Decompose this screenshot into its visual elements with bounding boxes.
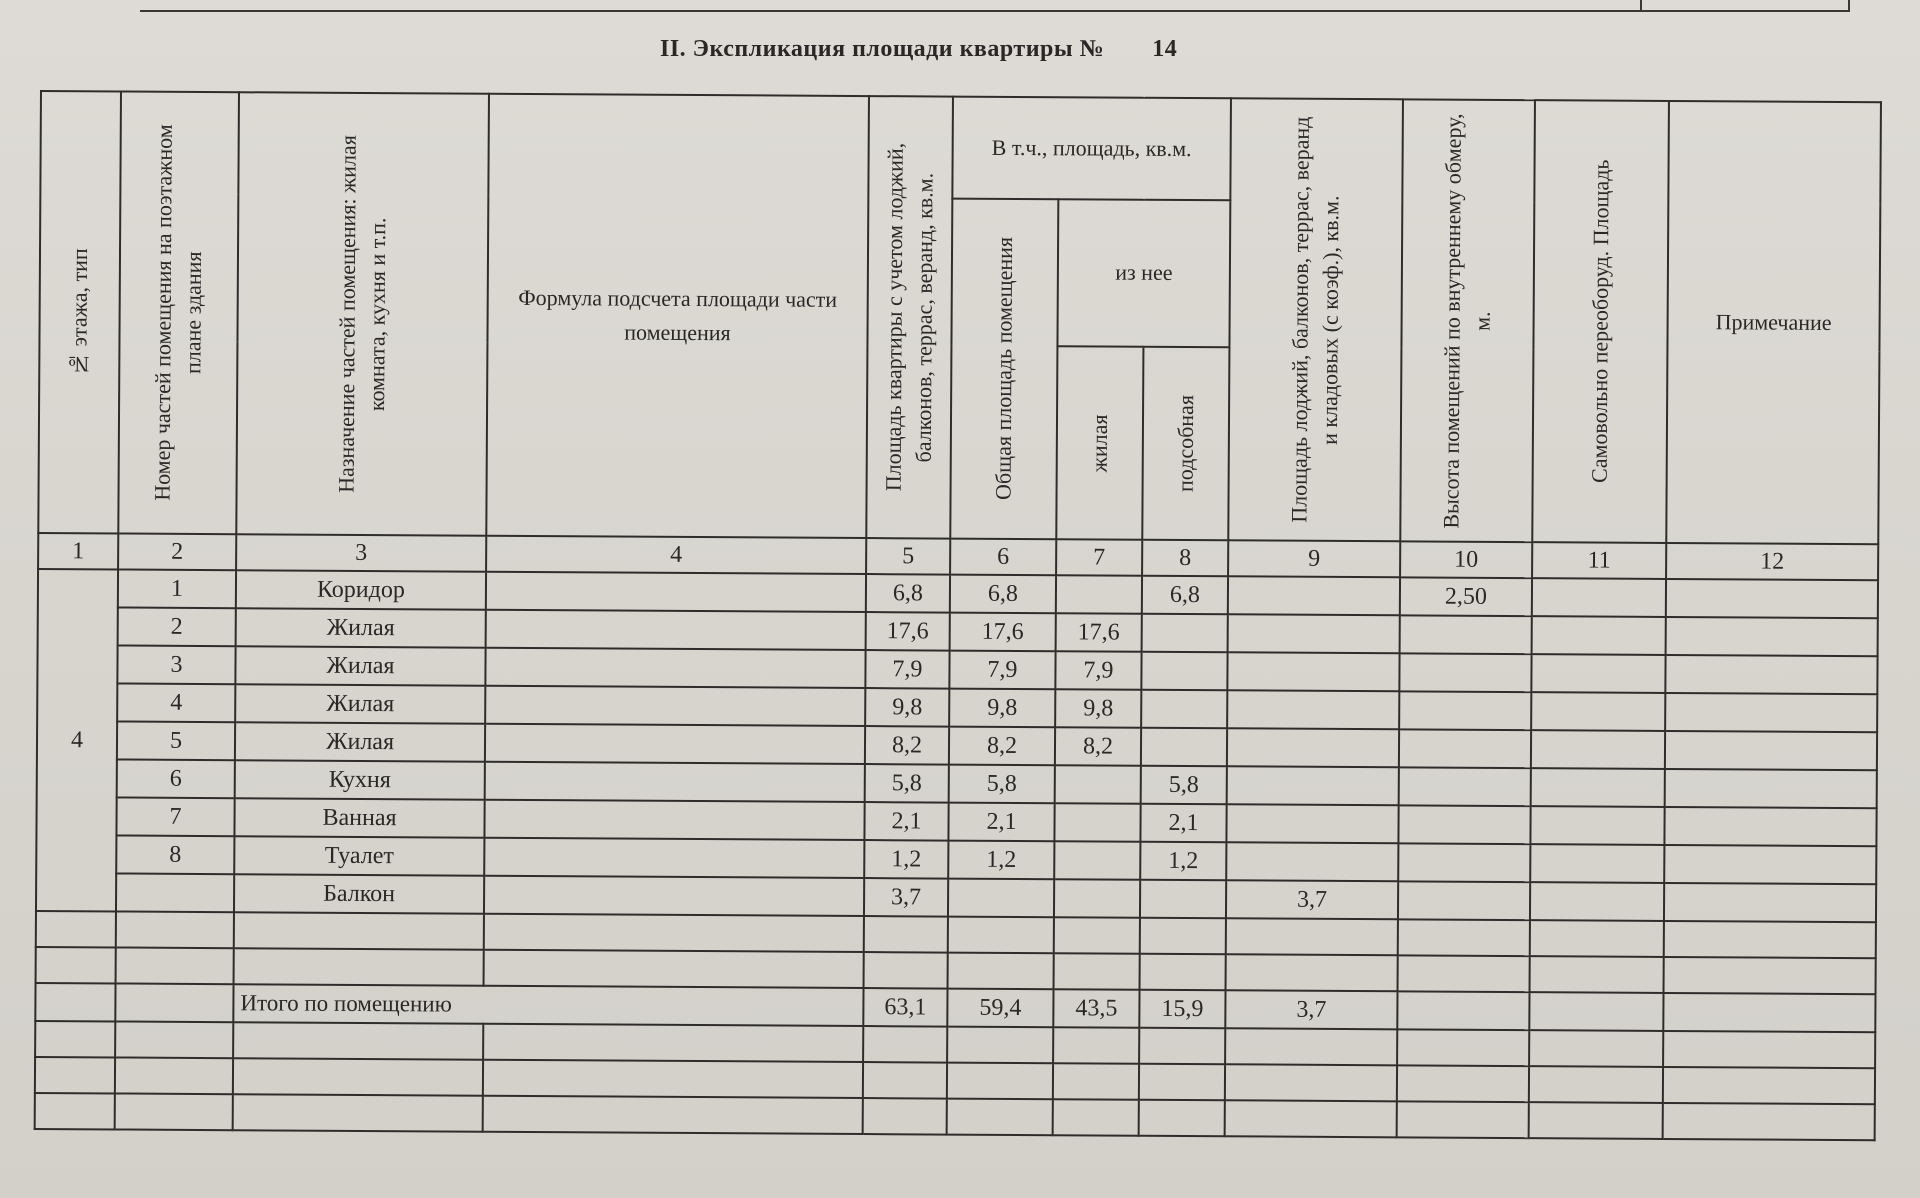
- auxiliary-area-cell: [1141, 652, 1227, 691]
- height-cell: [1399, 729, 1531, 768]
- total-area-cell: 17,6: [950, 613, 1056, 652]
- auxiliary-area-cell: 2,1: [1140, 804, 1226, 843]
- part-name: Жилая: [236, 608, 486, 648]
- header-self-converted: Самовольно переоборуд. Площадь: [1532, 100, 1669, 543]
- header-height: Высота помещений по внутреннему обмеру, м.: [1400, 99, 1535, 542]
- header-apartment-area: Площадь квартиры с учетом лоджий, балконов, террас, веранд, кв.м.: [866, 96, 953, 539]
- note-cell: [1665, 655, 1877, 694]
- note-cell: [1665, 769, 1877, 808]
- apartment-area-cell: 17,6: [866, 612, 950, 651]
- top-rule-divider: [1848, 0, 1850, 12]
- column-number: 12: [1666, 543, 1878, 580]
- part-number: 6: [117, 759, 235, 798]
- height-cell: 2,50: [1400, 577, 1532, 616]
- formula-cell: [484, 876, 864, 916]
- apartment-area-cell: 6,8: [866, 574, 950, 613]
- self-converted-cell: [1532, 578, 1666, 617]
- formula-cell: [485, 648, 865, 688]
- top-rule: [140, 10, 1850, 12]
- top-rule-divider: [1640, 0, 1642, 12]
- apartment-area-cell: 5,8: [865, 764, 949, 803]
- column-number: 3: [236, 534, 486, 572]
- living-area-cell: 7,9: [1055, 651, 1141, 690]
- self-converted-cell: [1531, 730, 1665, 769]
- header-formula: Формула подсчета площади части помещения: [486, 94, 869, 538]
- header-note: Примечание: [1666, 101, 1881, 544]
- part-name: Жилая: [235, 722, 485, 762]
- part-name: Коридор: [236, 570, 486, 610]
- formula-cell: [486, 610, 866, 650]
- height-cell: [1399, 691, 1531, 730]
- header-of-which: из нее: [1057, 199, 1230, 347]
- header-loggia-area: Площадь лоджий, балконов, террас, веранд и кладовых (с коэф.), кв.м.: [1228, 98, 1403, 541]
- header-total-area: Общая площадь помещения: [950, 199, 1058, 540]
- height-cell: [1398, 881, 1530, 920]
- living-area-cell: 17,6: [1056, 613, 1142, 652]
- document-title: [660, 36, 1177, 63]
- apartment-area-cell: 9,8: [865, 688, 949, 727]
- formula-cell: [486, 572, 866, 612]
- living-area-cell: [1054, 841, 1140, 880]
- part-number: 7: [116, 797, 234, 836]
- total-area: 59,4: [947, 989, 1053, 1028]
- loggia-area-cell: [1228, 614, 1400, 653]
- formula-cell: [485, 762, 865, 802]
- loggia-area-cell: [1227, 766, 1399, 805]
- loggia-area-cell: [1227, 690, 1399, 729]
- auxiliary-area-cell: 1,2: [1140, 842, 1226, 881]
- header-part-number: Номер частей помещения на поэтажном плане здания: [118, 91, 239, 534]
- total-auxiliary-area: 15,9: [1139, 990, 1225, 1029]
- self-converted-cell: [1531, 768, 1665, 807]
- column-number: 11: [1532, 542, 1666, 579]
- column-number: 10: [1400, 541, 1532, 578]
- height-cell: [1398, 805, 1530, 844]
- total-area-cell: 1,2: [948, 841, 1054, 880]
- part-number: 4: [117, 683, 235, 722]
- total-area-cell: 8,2: [949, 727, 1055, 766]
- part-name: Жилая: [235, 646, 485, 686]
- auxiliary-area-cell: [1142, 614, 1228, 653]
- column-number: 1: [38, 533, 118, 569]
- note-cell: [1666, 579, 1878, 618]
- self-converted-cell: [1530, 844, 1664, 883]
- living-area-cell: [1054, 879, 1140, 918]
- note-cell: [1665, 731, 1877, 770]
- living-area-cell: 8,2: [1055, 727, 1141, 766]
- auxiliary-area-cell: [1141, 690, 1227, 729]
- header-auxiliary: подсобная: [1142, 347, 1229, 541]
- part-number: 5: [117, 721, 235, 760]
- height-cell: [1399, 767, 1531, 806]
- loggia-area-cell: [1227, 652, 1399, 691]
- total-loggia-area: 3,7: [1225, 990, 1397, 1029]
- auxiliary-area-cell: 6,8: [1142, 576, 1228, 615]
- formula-cell: [485, 724, 865, 764]
- total-area-cell: 2,1: [948, 803, 1054, 842]
- total-area-cell: 5,8: [949, 765, 1055, 804]
- apartment-area-cell: 2,1: [864, 802, 948, 841]
- part-number: 2: [118, 607, 236, 646]
- total-area-cell: 6,8: [950, 575, 1056, 614]
- living-area-cell: 9,8: [1055, 689, 1141, 728]
- auxiliary-area-cell: [1141, 728, 1227, 767]
- explication-table: [34, 90, 1882, 1141]
- part-name: Жилая: [235, 684, 485, 724]
- apartment-area-cell: 3,7: [864, 878, 948, 917]
- total-area-cell: 9,8: [949, 689, 1055, 728]
- header-including-area: В т.ч., площадь, кв.м.: [952, 97, 1231, 201]
- part-number: 3: [117, 645, 235, 684]
- apartment-number: 14: [1152, 36, 1178, 62]
- self-converted-cell: [1530, 806, 1664, 845]
- part-name: Туалет: [234, 836, 484, 876]
- column-number: 7: [1056, 539, 1142, 576]
- formula-cell: [484, 800, 864, 840]
- loggia-area-cell: [1228, 576, 1400, 615]
- self-converted-cell: [1531, 654, 1665, 693]
- height-cell: [1400, 615, 1532, 654]
- column-number: 5: [866, 538, 950, 575]
- total-label: Итого по помещению: [233, 984, 863, 1026]
- part-number: 1: [118, 569, 236, 608]
- formula-cell: [485, 686, 865, 726]
- part-name: Балкон: [234, 874, 484, 914]
- formula-cell: [484, 838, 864, 878]
- note-cell: [1666, 617, 1878, 656]
- note-cell: [1664, 883, 1876, 922]
- loggia-area-cell: [1226, 842, 1398, 881]
- total-area-cell: [948, 879, 1054, 918]
- floor-cell: 4: [36, 569, 118, 911]
- column-number: 2: [118, 533, 236, 570]
- header-purpose: Назначение частей помещения: жилая комната, кухня и т.п.: [236, 92, 489, 536]
- note-cell: [1665, 693, 1877, 732]
- total-living-area: 43,5: [1053, 989, 1139, 1028]
- total-area-cell: 7,9: [949, 651, 1055, 690]
- total-apartment-area: 63,1: [863, 988, 947, 1027]
- part-name: Кухня: [235, 760, 485, 800]
- column-number: 6: [950, 539, 1056, 576]
- self-converted-cell: [1532, 616, 1666, 655]
- title-text: II. Экспликация площади квартиры №: [660, 36, 1105, 62]
- living-area-cell: [1054, 803, 1140, 842]
- part-number: 8: [116, 835, 234, 874]
- column-number: 9: [1228, 540, 1400, 577]
- header-floor: № этажа, тип: [38, 91, 121, 533]
- apartment-area-cell: 8,2: [865, 726, 949, 765]
- loggia-area-cell: [1226, 804, 1398, 843]
- column-number: 4: [486, 536, 866, 574]
- height-cell: [1398, 843, 1530, 882]
- part-name: Ванная: [234, 798, 484, 838]
- living-area-cell: [1055, 765, 1141, 804]
- auxiliary-area-cell: 5,8: [1141, 766, 1227, 805]
- self-converted-cell: [1531, 692, 1665, 731]
- loggia-area-cell: [1227, 728, 1399, 767]
- note-cell: [1664, 807, 1876, 846]
- self-converted-cell: [1530, 882, 1664, 921]
- apartment-area-cell: 7,9: [865, 650, 949, 689]
- height-cell: [1399, 653, 1531, 692]
- column-number: 8: [1142, 540, 1228, 577]
- header-living: жилая: [1056, 346, 1143, 540]
- living-area-cell: [1056, 575, 1142, 614]
- apartment-area-cell: 1,2: [864, 840, 948, 879]
- loggia-area-cell: 3,7: [1226, 880, 1398, 919]
- part-number: [116, 873, 234, 912]
- note-cell: [1664, 845, 1876, 884]
- auxiliary-area-cell: [1140, 880, 1226, 919]
